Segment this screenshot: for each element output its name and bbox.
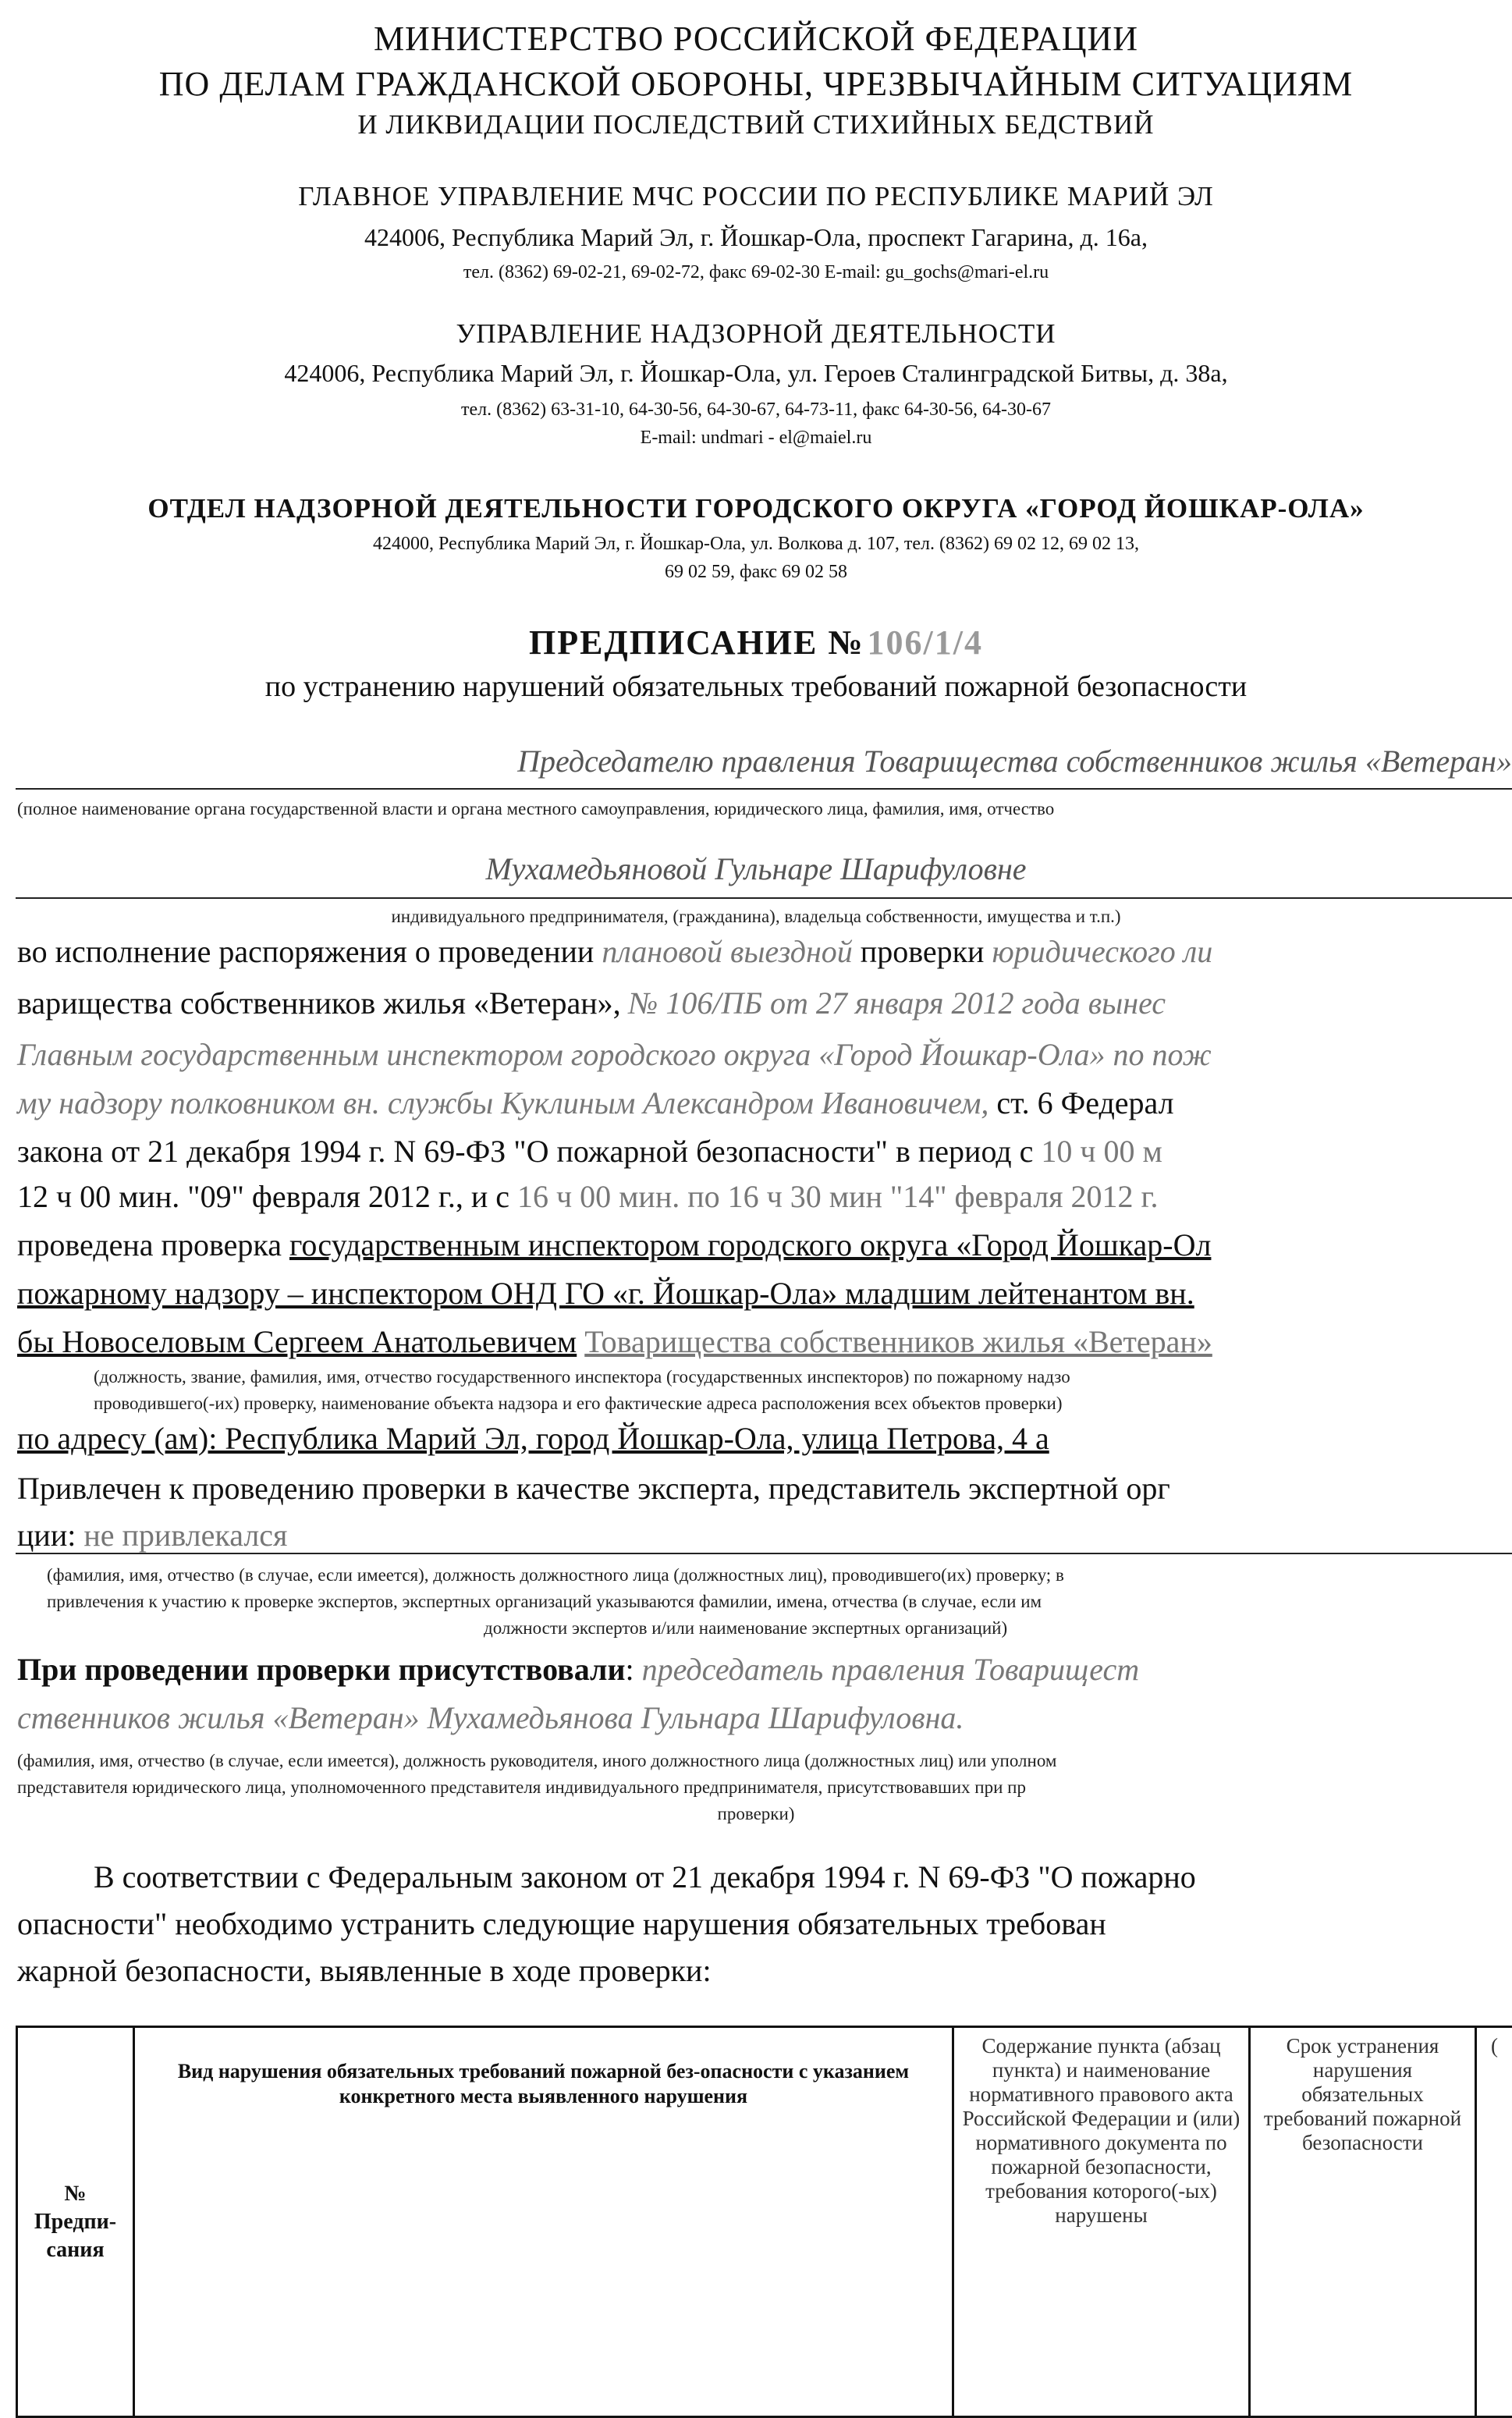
body-line-5 (17, 1133, 1162, 1170)
present-a: председатель правления Товарищест (642, 1652, 1139, 1687)
ond-phones: 69 02 59, факс 69 02 58 (0, 562, 1512, 583)
expert-line-1: Привлечен к проведению проверки в качестве эксперта, представитель экспертной орг (17, 1470, 1170, 1507)
expert-l2-b: не привлекался (83, 1518, 287, 1553)
body-l7-a: проведена проверка (17, 1227, 282, 1262)
present-caption-1: (фамилия, имя, отчество (в случае, если имеется), должность руководителя, иного должностного лица (должностных лиц) или уполном (17, 1751, 1056, 1771)
body-l5-a: закона от 21 декабря 1994 г. N 69-ФЗ "О пожарной безопасности" в период с (17, 1134, 1033, 1169)
body-l1-b: плановой выездной (602, 934, 852, 969)
body-line-6 (17, 1178, 1158, 1215)
und-title: УПРАВЛЕНИЕ НАДЗОРНОЙ ДЕЯТЕЛЬНОСТИ (0, 318, 1512, 350)
body-l6-a: 12 ч 00 мин. "09" февраля 2012 г., и с (17, 1179, 509, 1214)
body-l2-a: вариществa собственников жилья «Ветеран», (17, 985, 621, 1021)
col-header-deadline: Срок устранения нарушения обязательных требований пожарной безопасности (1250, 2027, 1476, 2417)
intro-line-3: жарной безопасности, выявленные в ходе проверки: (17, 1952, 712, 1989)
body-line-2 (17, 985, 1166, 1021)
gu-contacts: тел. (8362) 69-02-21, 69-02-72, факс 69-02-30 E-mail: gu_gochs@mari-el.ru (0, 262, 1512, 283)
ministry-title-line3: И ЛИКВИДАЦИИ ПОСЛЕДСТВИЙ СТИХИЙНЫХ БЕДСТВИЙ (0, 109, 1512, 140)
recipient-position: Председателю правления Товарищества собственников жилья «Ветеран» (0, 743, 1512, 779)
body-line-9 (17, 1323, 1212, 1360)
inspector-caption-2: проводившего(-их) проверку, наименование объекта надзора и его фактические адреса расположения всех объектов проверки) (94, 1394, 1063, 1414)
col-header-number: № Предпи-сания (17, 2027, 134, 2417)
expert-caption-2: привлечения к участию к проверке экспертов, экспертных организаций указываются фамилии, имена, отчества (в случае, если им (47, 1592, 1042, 1612)
body-l4-a: му надзору полковником вн. службы Куклиным Александром Ивановичем, (17, 1085, 988, 1120)
ond-address: 424000, Республика Марий Эл, г. Йошкар-Ола, ул. Волкова д. 107, тел. (8362) 69 02 12, 69 02 13, (0, 534, 1512, 555)
expert-line-2 (17, 1517, 287, 1553)
present-line-2: ственников жилья «Ветеран» Мухамедьянова Гульнара Шарифуловна. (17, 1699, 964, 1736)
body-l1-a: во исполнение распоряжения о проведении (17, 934, 594, 969)
violations-table (16, 2026, 1512, 2418)
ond-title: ОТДЕЛ НАДЗОРНОЙ ДЕЯТЕЛЬНОСТИ ГОРОДСКОГО ОКРУГА «ГОРОД ЙОШКАР-ОЛА» (0, 493, 1512, 524)
present-line-1 (17, 1651, 1139, 1688)
present-label: При проведении проверки присутствовали (17, 1652, 626, 1687)
object-address: по адресу (ам): Республика Марий Эл, город Йошкар-Ола, улица Петрова, 4 а (17, 1420, 1049, 1457)
body-l6-b: 16 ч 00 мин. по 16 ч 30 мин "14" февраля 2012 г. (517, 1179, 1158, 1214)
und-email: E-mail: undmari - el@maiel.ru (0, 428, 1512, 449)
expert-caption-1: (фамилия, имя, отчество (в случае, если имеется), должность должностного лица (должностных лиц), проводившего(их) проверку; в (47, 1565, 1064, 1585)
recipient-rule-1 (16, 788, 1512, 790)
body-l5-b: 10 ч 00 м (1041, 1134, 1162, 1169)
intro-line-2: опасности" необходимо устранить следующие нарушения обязательных требован (17, 1905, 1106, 1942)
intro-line-1: В соответствии с Федеральным законом от 21 декабря 1994 г. N 69-ФЗ "О пожарно (94, 1859, 1196, 1895)
body-l4-b: ст. 6 Федерал (996, 1085, 1173, 1120)
body-line-8: пожарному надзору – инспектором ОНД ГО «г. Йошкар-Ола» младшим лейтенантом вн. (17, 1275, 1194, 1312)
ministry-title-line1: МИНИСТЕРСТВО РОССИЙСКОЙ ФЕДЕРАЦИИ (0, 19, 1512, 59)
expert-rule (16, 1553, 1512, 1554)
order-title (0, 623, 1512, 662)
gu-address: 424006, Республика Марий Эл, г. Йошкар-Ола, проспект Гагарина, д. 16а, (0, 223, 1512, 252)
order-number: 106/1/4 (868, 623, 983, 662)
col-header-extra: ( (1476, 2027, 1512, 2417)
recipient-position-caption: (полное наименование органа государственной власти и органа местного самоуправления, юридического лица, фамилия, имя, отчество (17, 799, 1054, 819)
body-l1-d: юридического ли (992, 934, 1212, 969)
recipient-name-caption: индивидуального предпринимателя, (гражданина), владельца собственности, имущества и т.п.) (0, 907, 1512, 927)
ministry-title-line2: ПО ДЕЛАМ ГРАЖДАНСКОЙ ОБОРОНЫ, ЧРЕЗВЫЧАЙНЫМ СИТУАЦИЯМ (0, 64, 1512, 104)
table-header-row (17, 2027, 1512, 2417)
gu-title: ГЛАВНОЕ УПРАВЛЕНИЕ МЧС РОССИИ ПО РЕСПУБЛИКЕ МАРИЙ ЭЛ (0, 181, 1512, 212)
body-line-1 (17, 933, 1212, 970)
body-l9-b: Товарищества собственников жилья «Ветеран» (584, 1324, 1212, 1359)
present-colon: : (626, 1652, 634, 1687)
order-subtitle: по устранению нарушений обязательных требований пожарной безопасности (0, 669, 1512, 704)
recipient-name: Мухамедьяновой Гульнаре Шарифуловне (0, 850, 1512, 887)
inspector-caption-1: (должность, звание, фамилия, имя, отчество государственного инспектора (государственных инспекторов) по пожарному надзо (94, 1367, 1070, 1387)
body-line-3: Главным государственным инспектором городского округа «Город Йошкар-Ола» по пож (17, 1036, 1212, 1073)
expert-caption-3: должности экспертов и/или наименование экспертных организаций) (484, 1618, 1007, 1639)
body-l2-b: № 106/ПБ от 27 января 2012 года вынес (629, 985, 1166, 1021)
present-caption-3: проверки) (0, 1804, 1512, 1824)
body-line-4 (17, 1085, 1174, 1121)
order-title-prefix: ПРЕДПИСАНИЕ № (529, 623, 864, 662)
present-caption-2: представителя юридического лица, уполномоченного представителя индивидуального предпринимателя, присутствовавших при пр (17, 1777, 1026, 1798)
und-address: 424006, Республика Марий Эл, г. Йошкар-Ола, ул. Героев Сталинградской Битвы, д. 38а, (0, 359, 1512, 388)
recipient-rule-2 (16, 897, 1512, 899)
body-line-7 (17, 1227, 1211, 1263)
body-l1-c: проверки (861, 934, 985, 969)
body-l9-a: бы Новоселовым Сергеем Анатольевичем (17, 1324, 577, 1359)
col-header-violation: Вид нарушения обязательных требований пожарной без-опасности с указанием конкретного места выявленного нарушения (134, 2027, 953, 2417)
expert-l2-a: ции: (17, 1518, 76, 1553)
body-l7-b: государственным инспектором городского округа «Город Йошкар-Ол (289, 1227, 1211, 1262)
col-header-norm: Содержание пункта (абзац пункта) и наименование нормативного правового акта Российской Федерации и (или) нормативного документа по пожарной безопасности, требования которого(-ых) нарушены (953, 2027, 1250, 2417)
und-contacts: тел. (8362) 63-31-10, 64-30-56, 64-30-67, 64-73-11, факс 64-30-56, 64-30-67 (0, 399, 1512, 421)
